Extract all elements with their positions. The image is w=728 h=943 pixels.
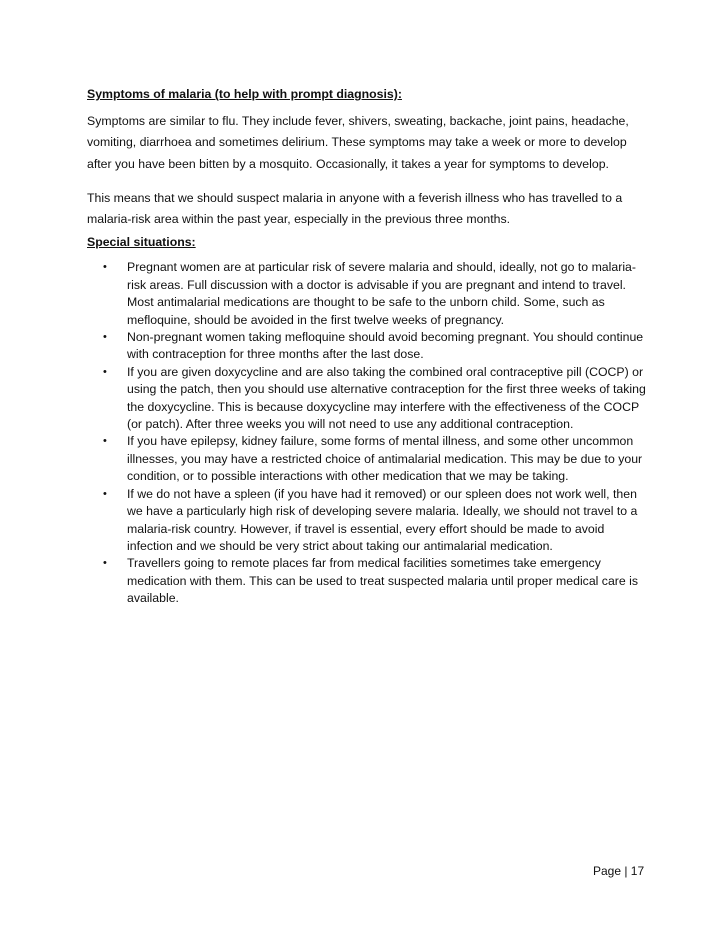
special-situations-list xyxy=(87,259,647,607)
bullet-icon: • xyxy=(103,261,107,274)
list-item xyxy=(87,486,647,556)
bullet-icon: • xyxy=(103,365,107,378)
list-item-text: Non-pregnant women taking mefloquine should avoid becoming pregnant. You should continue with contraception for three months after the last dose. xyxy=(127,330,644,362)
bullet-icon: • xyxy=(103,557,107,570)
list-item-text: If you are given doxycycline and are also taking the combined oral contraceptive pill (COCP) or using the patch, then you should use alternative contraception for the first three weeks of taking the doxycycline. This is because doxycycline may interfere with the effectiveness of the COCP (or patch). After three weeks you will not need to use any additional contraception. xyxy=(127,364,646,432)
page-number: Page | 17 xyxy=(593,864,645,878)
suspect-malaria-paragraph: This means that we should suspect malaria in anyone with a feverish illness who has travelled to a malaria-risk area within the past year, especially in the previous three months. xyxy=(87,190,623,227)
bullet-icon: • xyxy=(103,435,107,448)
list-item xyxy=(87,329,647,364)
bullet-icon: • xyxy=(103,331,107,344)
bullet-icon: • xyxy=(103,487,107,500)
list-item-text: Travellers going to remote places far from medical facilities sometimes take emergency medication with them. This can be used to treat suspected malaria until proper medical care is available. xyxy=(127,556,639,606)
list-item-text: Pregnant women are at particular risk of severe malaria and should, ideally, not go to malaria-risk areas. Full discussion with a doctor is advisable if you are pregnant and intend to travel. Most antimalarial medications are thought to be safe to the unborn child. Some, such as mefloquine, should be avoided in the first twelve weeks of pregnancy. xyxy=(127,260,636,327)
symptoms-heading: Symptoms of malaria (to help with prompt diagnosis): xyxy=(87,87,402,101)
list-item xyxy=(87,555,647,607)
page-content xyxy=(87,84,647,608)
list-item xyxy=(87,433,647,485)
list-item-text: If we do not have a spleen (if you have had it removed) or our spleen does not work well, then we have a particularly high risk of developing severe malaria. Ideally, we should not travel to a malaria-risk country. However, if travel is essential, every effort should be made to avoid infection and we should be very strict about taking our antimalarial medication. xyxy=(127,486,638,553)
list-item xyxy=(87,259,647,329)
special-situations-heading: Special situations: xyxy=(87,235,196,250)
symptoms-paragraph: Symptoms are similar to flu. They include fever, shivers, sweating, backache, joint pains, headache, vomiting, diarrhoea and sometimes delirium. These symptoms may take a week or more to develop after you have been bitten by a mosquito. Occasionally, it takes a year for symptoms to develop. xyxy=(87,114,629,171)
list-item-text: If you have epilepsy, kidney failure, some forms of mental illness, and some other uncommon illnesses, you may have a restricted choice of antimalarial medication. This may be due to your condition, or to possible interactions with other medication that we may be taking. xyxy=(127,434,643,484)
list-item xyxy=(87,364,647,434)
